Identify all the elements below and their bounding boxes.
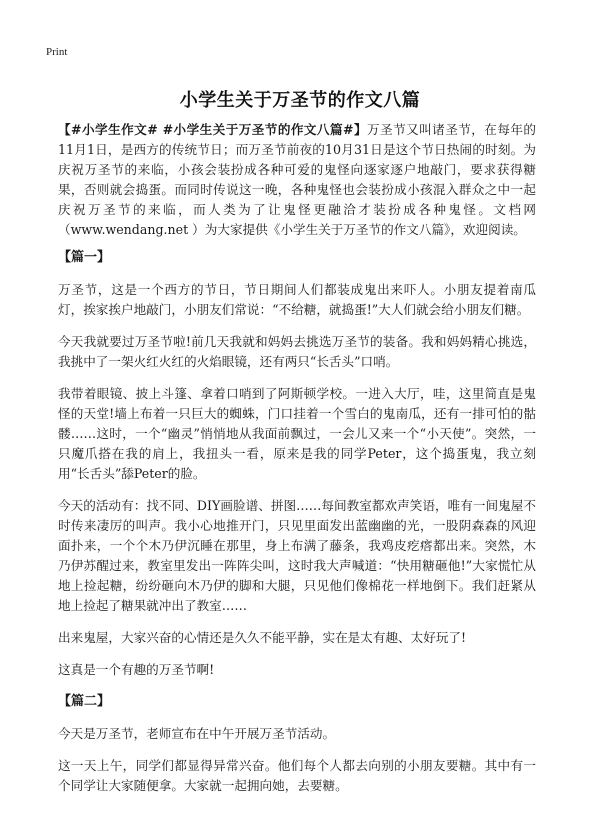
section-2-paragraph: 这一天上午，同学们都显得异常兴奋。他们每个人都去向别的小朋友要糖。其中有一个同学让大家随便拿。大家就一起拥向她，去要糖。 [58,758,536,793]
article-body [58,120,536,808]
section-1-paragraph: 今天我就要过万圣节啦!前几天我就和妈妈去挑选万圣节的装备。我和妈妈精心挑选，我挑中了一架火红火红的火焰眼镜，还有两只“长舌头”口哨。 [58,334,536,369]
section-1-paragraph: 今天的活动有：找不同、DIY画脸谱、拼图……每间教室都欢声笑语，唯有一间鬼屋不时传来凄厉的叫声。我小心地推开门，只见里面发出蓝幽幽的光，一股阴森森的风迎面扑来，一个个木乃伊沉睡在那里，身上布满了藤条，我鸡皮疙瘩都出来。突然，木乃伊苏醒过来，教室里发出一阵阵尖叫，这时我大声喊道：“快用糖砸他!”大家慌忙从地上捡起糖，纷纷砸向木乃伊的脚和大腿，只见他们像棉花一样地倒下。我们赶紧从地上捡起了糖果就冲出了教室…… [58,498,536,613]
intro-lead: 【#小学生作文# #小学生关于万圣节的作文八篇#】 [58,122,368,137]
section-heading-1: 【篇一】 [58,250,111,265]
intro-text: 万圣节又叫诸圣节，在每年的11月1日，是西方的传统节日；而万圣节前夜的10月31日是这个节日热闹的时刻。为庆祝万圣节的来临，小孩会装扮成各种可爱的鬼怪向逐家逐户地敲门，要求获得糖果，否则就会捣蛋。而同时传说这一晚，各种鬼怪也会装扮成小孩混入群众之中一起庆祝万圣节的来临，而人类为了让鬼怪更融洽才装扮成各种鬼怪。文档网（www.wendang.net ）为大家提供《小学生关于万圣节的作文八篇》，欢迎阅读。 [58,122,537,237]
section-2-paragraph: 今天是万圣节，老师宣布在中午开展万圣节活动。 [58,726,336,741]
section-heading-2: 【篇二】 [58,694,111,709]
section-1-paragraph: 我带着眼镜、披上斗篷、拿着口哨到了阿斯顿学校。一进入大厅，哇，这里简直是鬼怪的天堂!墙上布着一只巨大的蜘蛛，门口挂着一个雪白的鬼南瓜，还有一排可怕的骷髅……这时，一个“幽灵”悄悄地从我面前飘过，一会儿又来一个“小天使”。突然，一只魔爪搭在我的肩上，我扭头一看，原来是我的同学Peter，这个捣蛋鬼，我立刻用“长舌头”舔Peter的脸。 [58,386,536,481]
section-1-paragraph: 万圣节，这是一个西方的节日，节日期间人们都装成鬼出来吓人。小朋友提着南瓜灯，挨家挨户地敲门，小朋友们常说：“不给糖，就捣蛋!”大人们就会给小朋友们糖。 [58,282,536,317]
section-1-paragraph: 这真是一个有趣的万圣节啊! [58,662,215,677]
page-title: 小学生关于万圣节的作文八篇 [179,90,421,111]
section-1-paragraph: 出来鬼屋，大家兴奋的心情还是久久不能平静，实在是太有趣、太好玩了! [58,630,467,645]
print-label[interactable]: Print [46,46,68,58]
intro-paragraph [58,120,536,240]
